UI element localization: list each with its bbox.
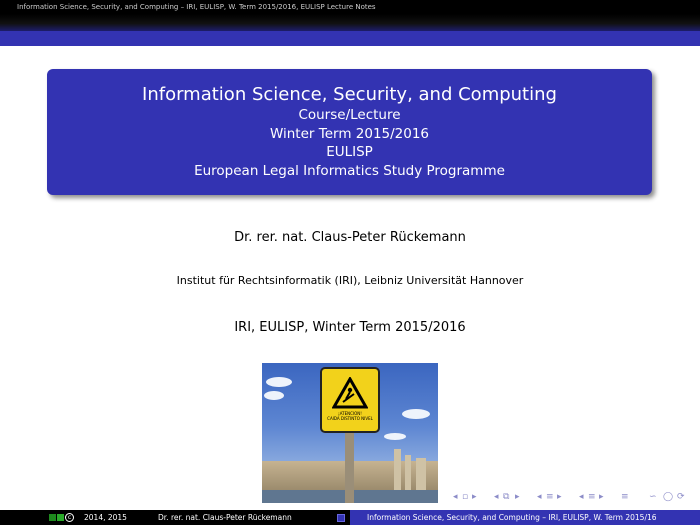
footer-author: Dr. rer. nat. Claus-Peter Rückemann xyxy=(158,513,292,522)
nav-frame-icon[interactable]: ▫ xyxy=(462,492,469,502)
running-title-bar xyxy=(0,0,700,14)
sign-text-fall: CAIDA DISTINTO NIVEL xyxy=(327,416,373,421)
footer-square-icon xyxy=(337,514,345,522)
building xyxy=(416,458,426,491)
nav-forward-icon[interactable]: ⟳ xyxy=(677,492,685,502)
footer-square-icon xyxy=(49,514,56,521)
date-line: IRI, EULISP, Winter Term 2015/2016 xyxy=(234,320,466,335)
title-block xyxy=(47,69,652,195)
nav-section-back-icon[interactable]: ◂ xyxy=(537,492,542,502)
copyright-icon: c xyxy=(65,513,74,522)
nav-subsection-icon[interactable]: ⧉ xyxy=(503,492,510,502)
slide-title: Information Science, Security, and Computing xyxy=(142,84,557,105)
nav-doc-forward-icon[interactable]: ▸ xyxy=(599,492,604,502)
subtitle-term: Winter Term 2015/2016 xyxy=(269,125,430,142)
nav-doc-back-icon[interactable]: ◂ xyxy=(579,492,584,502)
header-gradient-band xyxy=(0,14,700,31)
header-blue-band xyxy=(0,31,700,46)
nav-search-icon[interactable]: ◯ xyxy=(663,492,674,502)
footer-left xyxy=(0,510,350,525)
nav-doc-icon[interactable]: ≡ xyxy=(588,492,596,502)
subtitle-course: Course/Lecture xyxy=(298,107,401,123)
nav-frame-back-icon[interactable]: ◂ xyxy=(453,492,458,502)
sign-text-attention: ¡ATENCION! xyxy=(338,411,362,416)
footer-right xyxy=(350,510,700,525)
cloud xyxy=(266,377,292,387)
building xyxy=(405,455,411,491)
nav-back-icon[interactable]: ∽ xyxy=(649,492,657,502)
nav-section-icon[interactable]: ≡ xyxy=(546,492,554,502)
beamer-navigation[interactable] xyxy=(453,491,698,503)
warning-triangle-icon xyxy=(332,377,368,409)
author: Dr. rer. nat. Claus-Peter Rückemann xyxy=(234,230,466,245)
footer-years: 2014, 2015 xyxy=(84,513,127,522)
nav-frame-forward-icon[interactable]: ▸ xyxy=(472,492,477,502)
building xyxy=(394,449,401,491)
nav-appendix-icon[interactable]: ≡ xyxy=(621,492,629,502)
warning-sign xyxy=(320,367,380,433)
running-title: Information Science, Security, and Computing – IRI, EULISP, W. Term 2015/2016, EULISP Lecture Notes xyxy=(17,3,376,11)
subtitle-programme: European Legal Informatics Study Programme xyxy=(194,162,505,179)
nav-section-forward-icon[interactable]: ▸ xyxy=(557,492,562,502)
institute: Institut für Rechtsinformatik (IRI), Leibniz Universität Hannover xyxy=(176,274,524,287)
nav-subsection-forward-icon[interactable]: ▸ xyxy=(515,492,520,502)
footer-square-icon xyxy=(57,514,64,521)
subtitle-eulisp: EULISP xyxy=(326,144,373,160)
footer-title: Information Science, Security, and Computing – IRI, EULISP, W. Term 2015/16 xyxy=(367,513,657,522)
cloud xyxy=(384,433,406,440)
warning-sign-photo xyxy=(262,363,438,503)
cloud xyxy=(264,391,284,400)
footer-bar xyxy=(0,510,700,525)
nav-subsection-back-icon[interactable]: ◂ xyxy=(494,492,499,502)
cloud xyxy=(402,409,430,419)
